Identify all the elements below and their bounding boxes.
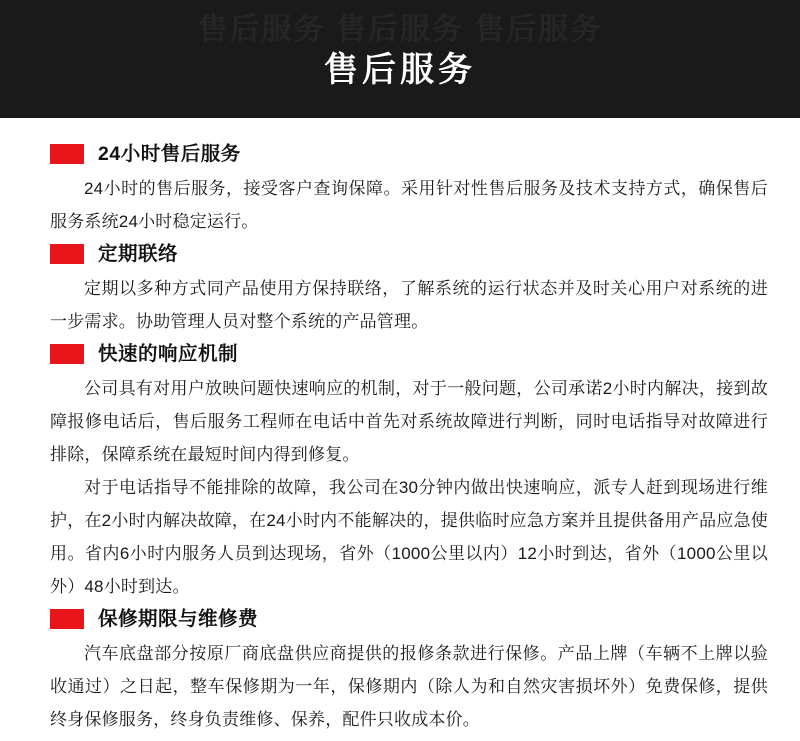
- section-warranty: [28, 607, 772, 736]
- section-heading: [50, 242, 772, 266]
- section-paragraph: 定期以多种方式同产品使用方保持联络，了解系统的运行状态并及时关心用户对系统的进一步需求。协助管理人员对整个系统的产品管理。: [50, 279, 768, 331]
- section-title: 定期联络: [98, 243, 179, 265]
- section-paragraph: 对于电话指导不能排除的故障，我公司在30分钟内做出快速响应，派专人赶到现场进行维护，在2小时内解决故障，在24小时内不能解决的，提供临时应急方案并且提供备用产品应急使用。省内6小时内服务人员到达现场，省外（1000公里以内）12小时到达，省外（1000公里以外）48小时到达。: [50, 478, 768, 596]
- section-title: 保修期限与维修费: [98, 608, 259, 630]
- page-title: 售后服务: [324, 51, 476, 89]
- section-paragraph: 24小时的售后服务，接受客户查询保障。采用针对性售后服务及技术支持方式，确保售后服务系统24小时稳定运行。: [50, 179, 768, 231]
- section-heading: [50, 342, 772, 366]
- section-24h-service: [28, 142, 772, 238]
- red-square-bullet-icon: [50, 609, 84, 629]
- red-square-bullet-icon: [50, 344, 84, 364]
- section-title: 24小时售后服务: [98, 143, 241, 165]
- page-content: [0, 118, 800, 736]
- red-square-bullet-icon: [50, 244, 84, 264]
- section-title: 快速的响应机制: [98, 343, 239, 365]
- banner-watermark-text: 售后服务 售后服务 售后服务: [197, 13, 603, 46]
- section-regular-contact: [28, 242, 772, 338]
- section-heading: [50, 607, 772, 631]
- page-banner: [0, 0, 800, 118]
- section-paragraph: 公司具有对用户放映问题快速响应的机制，对于一般问题，公司承诺2小时内解决，接到故障报修电话后，售后服务工程师在电话中首先对系统故障进行判断，同时电话指导对故障进行排除，保障系统在最短时间内得到修复。: [50, 379, 768, 464]
- section-heading: [50, 142, 772, 166]
- red-square-bullet-icon: [50, 144, 84, 164]
- section-paragraph: 汽车底盘部分按原厂商底盘供应商提供的报修条款进行保修。产品上牌（车辆不上牌以验收通过）之日起，整车保修期为一年，保修期内（除人为和自然灾害损坏外）免费保修，提供终身保修服务，终身负责维修、保养，配件只收成本价。: [50, 644, 768, 729]
- section-fast-response: [28, 342, 772, 603]
